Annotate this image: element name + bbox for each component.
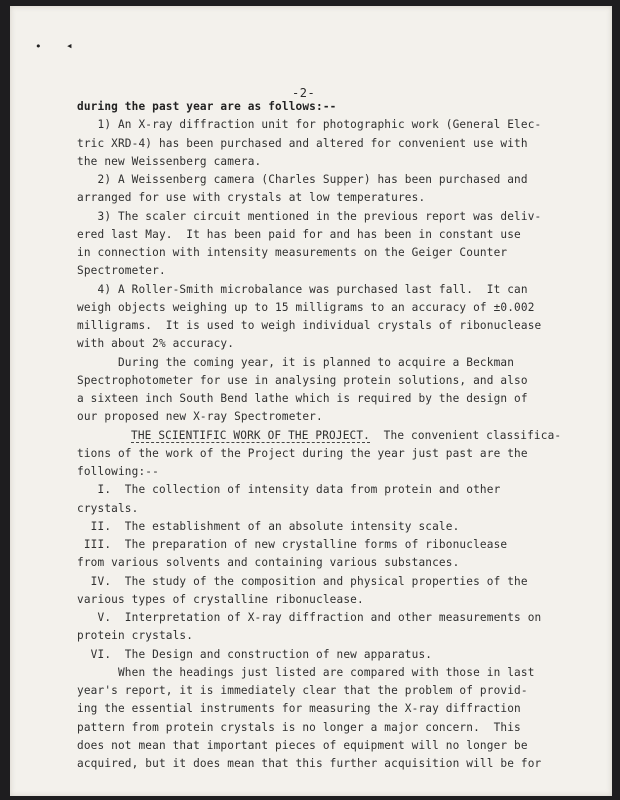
text-line: Spectrophotometer for use in analysing protein solutions, and also [77,373,528,387]
page-number: -2- [292,86,316,100]
text-line: milligrams. It is used to weigh individual crystals of ribonuclease [77,319,542,332]
text-line: a sixteen inch South Bend lathe which is required by the design of [77,392,528,405]
text-line: Spectrometer. [77,264,166,278]
text-line: arranged for use with crystals at low temperatures. [77,191,426,205]
text-line: 2) A Weissenberg camera (Charles Supper) has been purchased and [77,173,528,186]
text-line: V. Interpretation of X-ray diffraction and other measurements on [77,611,542,624]
text-line: weigh objects weighing up to 15 milligrams to an accuracy of ±0.002 [77,300,535,314]
text-line: crystals. [77,501,139,515]
text-line: our proposed new X-ray Spectrometer. [77,410,323,424]
text-line: 3) The scaler circuit mentioned in the previous report was deliv- [77,209,542,223]
text-line: When the headings just listed are compared with those in last [77,665,535,679]
text-line: II. The establishment of an absolute intensity scale. [77,519,460,533]
document-page [10,6,612,796]
text-line: protein crystals. [77,629,194,643]
text-line: ered last May. It has been paid for and has been in constant use [77,227,521,241]
margin-mark: ◂ [66,39,73,52]
text-line: from various solvents and containing various substances. [77,556,460,570]
text-line: III. The preparation of new crystalline forms of ribonuclease [77,538,508,551]
heading-continuation: The convenient classifica- [370,428,562,442]
section-heading: THE SCIENTIFIC WORK OF THE PROJECT. [131,428,371,442]
text-line: various types of crystalline ribonuclease. [77,592,364,606]
text-line: ing the essential instruments for measuring the X-ray diffraction [77,702,521,716]
text-line: 4) A Roller-Smith microbalance was purchased last fall. It can [77,282,528,296]
text-line: acquired, but it does mean that this further acquisition will be for [77,757,542,770]
text-line: during the past year are as follows:-- [77,100,337,113]
text-line: year's report, it is immediately clear that the problem of provid- [77,684,528,697]
text-line [131,429,561,442]
text-line: tric XRD-4) has been purchased and altered for convenient use with [77,136,528,150]
text-line: pattern from protein crystals is no longer a major concern. This [77,720,521,734]
text-line: tions of the work of the Project during the year just past are the [77,446,528,460]
text-line: 1) An X-ray diffraction unit for photographic work (General Elec- [77,118,542,132]
text-line: with about 2% accuracy. [77,337,235,351]
text-line: the new Weissenberg camera. [77,154,262,168]
text-line: does not mean that important pieces of equipment will no longer be [77,738,528,752]
text-line: IV. The study of the composition and physical properties of the [77,574,528,588]
text-line: in connection with intensity measurements on the Geiger Counter [77,246,508,259]
text-line: During the coming year, it is planned to acquire a Beckman [77,355,515,369]
text-line: I. The collection of intensity data from protein and other [77,483,501,497]
text-line: following:-- [77,465,159,478]
margin-mark: • [35,40,42,53]
text-line: VI. The Design and construction of new apparatus. [77,647,433,661]
